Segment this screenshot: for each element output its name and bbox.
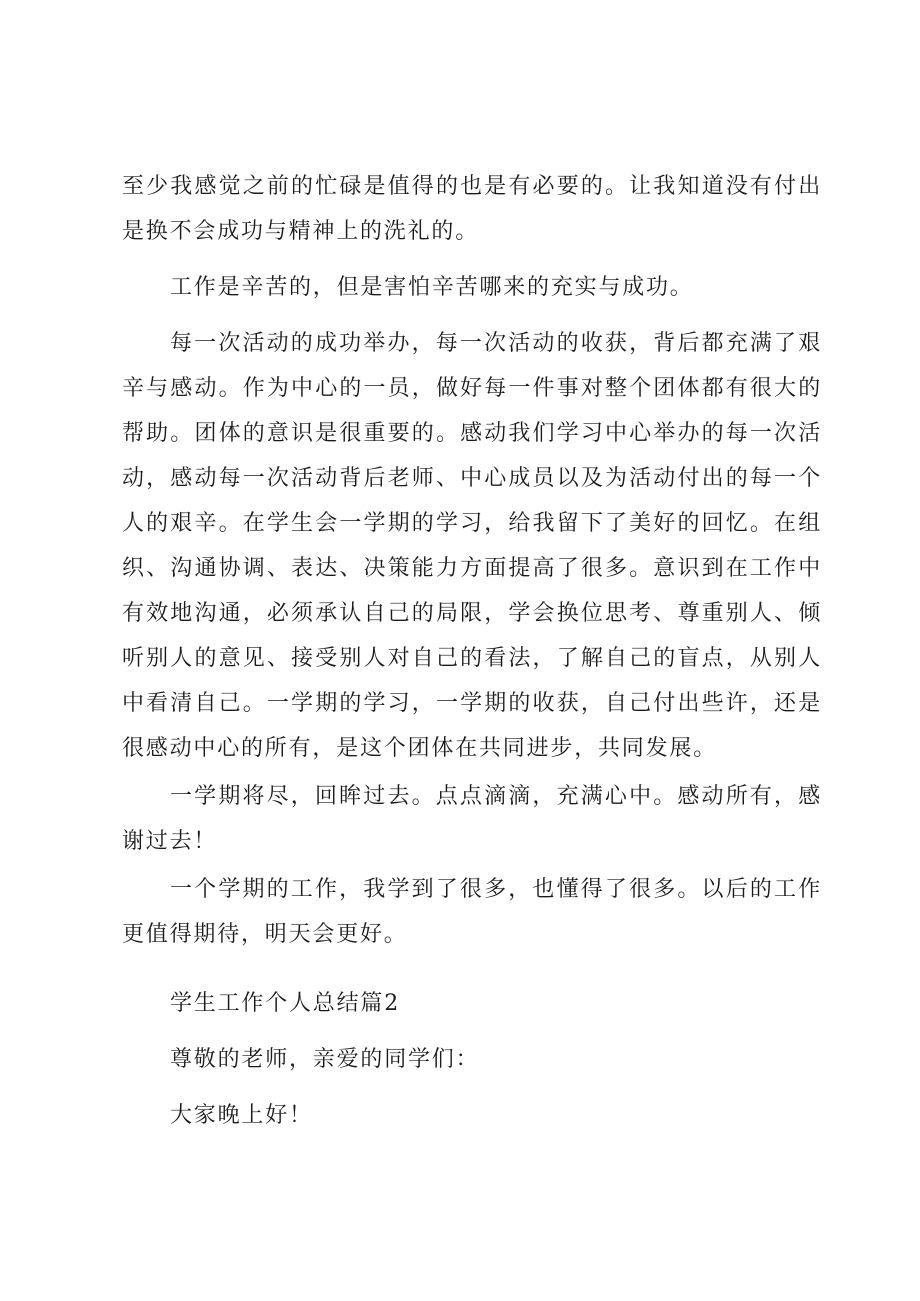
paragraph-hard-work: 工作是辛苦的，但是害怕辛苦哪来的充实与成功。 bbox=[170, 275, 694, 300]
salutation: 尊敬的老师，亲爱的同学们： bbox=[170, 1047, 480, 1072]
paragraph-activities: 每一次活动的成功举办，每一次活动的收获，背后都充满了艰辛与感动。作为中心的一员，做好每一件事对整个团体都有很大的帮助。团体的意识是很重要的。感动我们学习中心举办的每一次活动，感动每一次活动背后老师、中心成员以及为活动付出的每一个人的艰辛。在学生会一学期的学习，给我留下了美好的回忆。在组织、沟通协调、表达、决策能力方面提高了很多。意识到在工作中有效地沟通，必须承认自己的局限，学会换位思考、尊重别人、倾听别人的意见、接受别人对自己的看法，了解自己的盲点，从别人中看清自己。一学期的学习，一学期的收获，自己付出些许，还是很感动中心的所有，是这个团体在共同进步，共同发展。 bbox=[122, 331, 822, 761]
paragraph-continuation: 至少我感觉之前的忙碌是值得的也是有必要的。让我知道没有付出是换不会成功与精神上的洗礼的。 bbox=[122, 174, 822, 244]
section-heading: 学生工作个人总结篇2 bbox=[170, 991, 400, 1016]
paragraph-looking-forward: 一个学期的工作，我学到了很多，也懂得了很多。以后的工作更值得期待，明天会更好。 bbox=[122, 877, 822, 947]
document-body bbox=[122, 164, 822, 1138]
greeting: 大家晚上好！ bbox=[170, 1103, 313, 1128]
paragraph-semester-ending: 一学期将尽，回眸过去。点点滴滴，充满心中。感动所有，感谢过去！ bbox=[122, 784, 822, 854]
